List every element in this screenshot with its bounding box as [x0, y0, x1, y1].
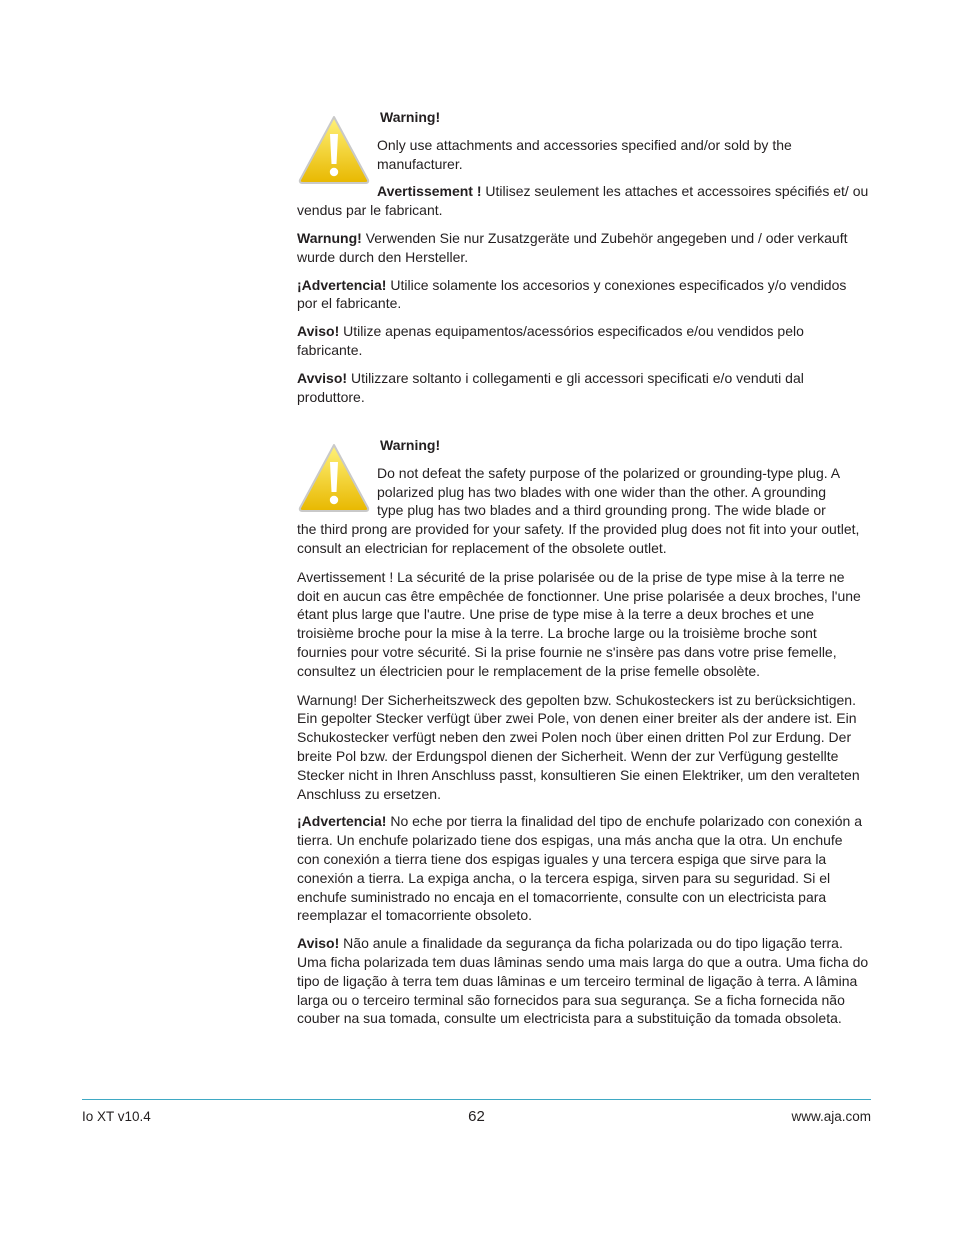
warning-spanish-text: [297, 276, 869, 314]
german-body: Verwenden Sie nur Zusatzgeräte und Zubehör angegeben und / oder verkauft wurde durch den Hersteller.: [297, 229, 848, 265]
english-line: Do not defeat the safety purpose of the polarized or grounding-type plug. A: [377, 464, 841, 481]
warning-german-text: Warnung! Der Sicherheitszweck des gepolten bzw. Schukosteckers ist zu berücksichtigen. Ein gepolter Stecker verfügt über zwei Pole, von denen einer breiter als der andere ist. Ein Schukostecker verfügt neben den zwei Polen noch über einen dritten Pol zur Erdung. Der breite Pol bzw. der Erdungspol dienen der Sicherheit. Wenn der zur Verfügung gestellte Stecker nicht in Ihren Anschluss passt, konsultieren Sie einen Elektriker, um den veralteten Anschluss zu ersetzen.: [297, 691, 860, 802]
english-line: polarized plug has two blades with one wider than the other. A grounding: [377, 483, 827, 500]
warning-title: Warning!: [380, 437, 441, 453]
portuguese-label: Aviso!: [297, 323, 340, 340]
warning-title: Warning!: [380, 109, 441, 125]
warning-english-intro: [377, 464, 869, 520]
spanish-label: ¡Advertencia!: [297, 813, 387, 830]
german-label: Warnung!: [297, 229, 362, 246]
english-line: type plug has two blades and a third grounding prong. The wide blade or: [377, 502, 826, 519]
page-footer: [82, 1099, 871, 1125]
warning-portuguese-text: [297, 322, 869, 360]
page-number: 62: [468, 1108, 485, 1125]
warning-portuguese-text: [297, 934, 869, 1028]
spanish-body: No eche por tierra la finalidad del tipo de enchufe polarizado con conexión a tierra. Un enchufe polarizado tiene dos espigas, una más ancha que la otra. Un enchufe con conexión a tierra tiene dos espigas iguales y una tercera espiga que sirve para la conexión a tierra. La expiga ancha, o la tercera espiga, sirven para su seguridad. Si el enchufe suministrado no encaja en el tomacorriente, consulte con un electricista para reemplazar el tomacorriente obsoleto.: [297, 813, 863, 924]
warning-italian-text: [297, 369, 869, 407]
warning-spanish-text: [297, 812, 869, 925]
spanish-label: ¡Advertencia!: [297, 276, 387, 293]
warning-english-text: Only use attachments and accessories specified and/or sold by the manufacturer.: [377, 136, 792, 172]
warning-french-text: Avertissement ! La sécurité de la prise polarisée ou de la prise de type mise à la terre ne doit en aucun cas être empêchée de fonctionner. Une prise polarisée a deux broches, l'une étant plus large que l'autre. Une prise de type mise à la terre a deux broches et une troisième broche pour la mise à la terre. La broche large ou la troisième broche sont fournies pour votre sécurité. Si la prise fournie ne s'insère pas dans votre prise femelle, consultez un électricien pour le remplacement de la prise femelle obsolète.: [297, 568, 861, 679]
warning-section-attachments: [297, 108, 869, 406]
italian-body: Utilizzare soltanto i collegamenti e gli accessori specificati e/o venduti dal produttore.: [297, 369, 804, 405]
warning-section-polarized-plug: [297, 436, 869, 1028]
warning-triangle-icon: [297, 114, 371, 186]
french-label: Avertissement !: [377, 183, 482, 200]
portuguese-body: Utilize apenas equipamentos/acessórios especificados e/ou vendidos pelo fabricante.: [297, 323, 804, 358]
footer-website-link[interactable]: www.aja.com: [791, 1109, 871, 1124]
warning-triangle-icon: [297, 442, 371, 514]
spanish-body: Utilice solamente los accesorios y conexiones especificados y/o vendidos por el fabricante.: [297, 276, 847, 312]
footer-product-version: Io XT v10.4: [82, 1109, 151, 1124]
warning-english-rest: the third prong are provided for your safety. If the provided plug does not fit into your outlet, consult an electrician for replacement of the obsolete outlet.: [297, 521, 860, 556]
portuguese-label: Aviso!: [297, 935, 340, 952]
french-body: Utilisez seulement les attaches et accessoires spécifiés et/ ou vendus par le fabricant.: [297, 183, 869, 219]
italian-label: Avviso!: [297, 369, 348, 386]
warning-german-text: [297, 229, 869, 267]
warning-french-text: [297, 182, 869, 220]
portuguese-body: Não anule a finalidade da segurança da ficha polarizada ou do tipo ligação terra. Uma ficha polarizada tem duas lâminas sendo uma mais larga do que a outra. Uma ficha do tipo de ligação à terra tem duas lâminas e um terceiro terminal de ligação à terra. A lâmina larga ou o terceiro terminal são fornecidos para sua segurança. Se a ficha fornecida não couber na sua tomada, consulte um electricista para a substituição da tomada obsoleta.: [297, 935, 869, 1027]
